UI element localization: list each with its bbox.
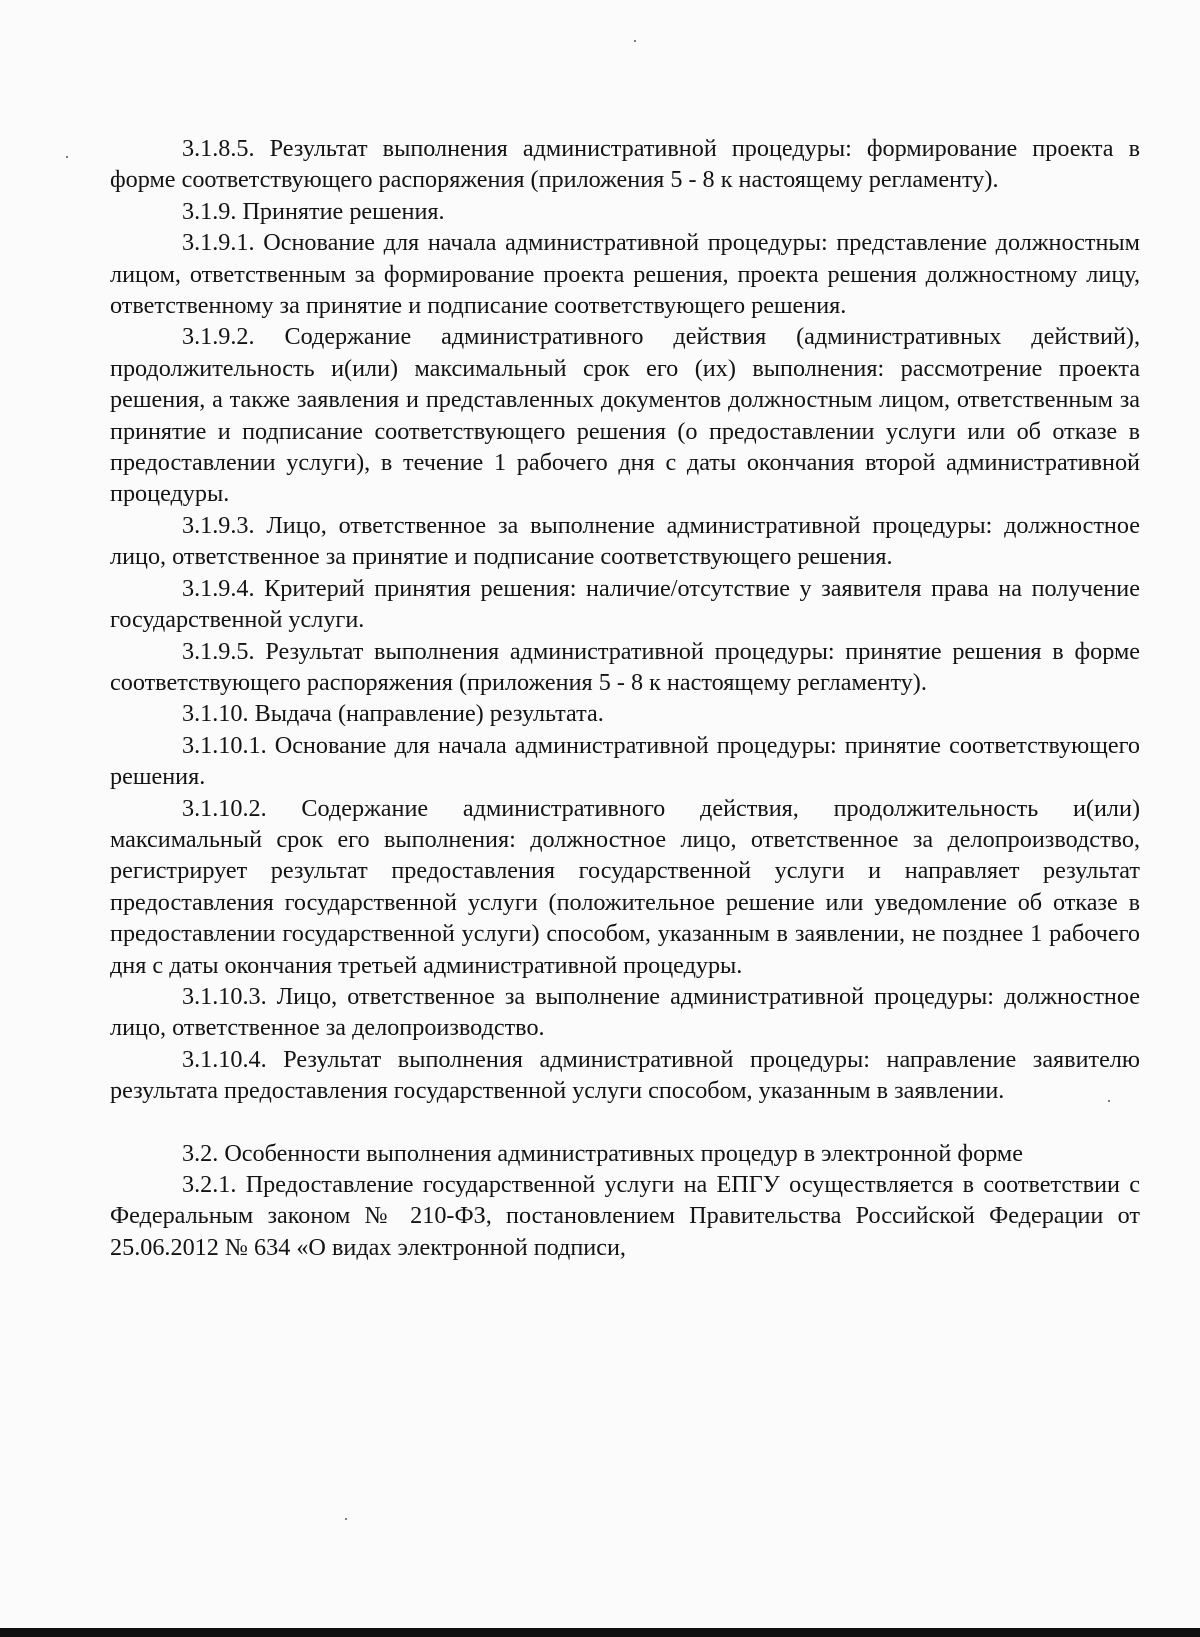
- paragraph-3-1-9-1: 3.1.9.1. Основание для начала административной процедуры: представление должностным лицом, ответственным за формирование проекта решения, проекта решения должностному лицу, ответственному за принятие и подписание соответствующего решения.: [110, 229, 1140, 320]
- paragraph-3-1-10-3: 3.1.10.3. Лицо, ответственное за выполнение административной процедуры: должностное лицо, ответственное за делопроизводство.: [110, 982, 1140, 1042]
- paragraph-3-1-10-1: 3.1.10.1. Основание для начала административной процедуры: принятие соответствующего решения.: [110, 731, 1140, 791]
- scan-speck: [1108, 1100, 1110, 1102]
- paragraph-3-1-10-4: 3.1.10.4. Результат выполнения административной процедуры: направление заявителю результата предоставления государственной услуги способом, указанным в заявлении.: [110, 1045, 1140, 1105]
- paragraph-3-1-9-3: 3.1.9.3. Лицо, ответственное за выполнение административной процедуры: должностное лицо, ответственное за принятие и подписание соответствующего решения.: [110, 511, 1140, 571]
- heading-3-1-9: 3.1.9. Принятие решения.: [182, 197, 445, 225]
- section-heading-3-2: 3.2. Особенности выполнения административных процедур в электронной форме: [182, 1139, 1023, 1167]
- heading-3-1-10: 3.1.10. Выдача (направление) результата.: [182, 700, 604, 728]
- paragraph-3-2-1: 3.2.1. Предоставление государственной услуги на ЕПГУ осуществляется в соответствии с Федеральным законом № 210-ФЗ, постановлением Правительства Российской Федерации от 25.06.2012 № 634 «О видах электронной подписи,: [110, 1171, 1140, 1261]
- paragraph-3-1-9-4: 3.1.9.4. Критерий принятия решения: наличие/отсутствие у заявителя права на получение государственной услуги.: [110, 574, 1140, 634]
- scan-edge-bar: [0, 1628, 1200, 1637]
- paragraph-3-1-8-5: 3.1.8.5. Результат выполнения административной процедуры: формирование проекта в форме соответствующего распоряжения (приложения 5 - 8 к настоящему регламенту).: [110, 135, 1140, 194]
- scan-speck: [345, 1518, 347, 1520]
- document-body: [110, 133, 1140, 1263]
- scan-speck: [66, 156, 68, 158]
- paragraph-3-1-10-2: 3.1.10.2. Содержание административного действия, продолжительность и(или) максимальный срок его выполнения: должностное лицо, ответственное за делопроизводство, регистрирует результат предоставления государственной услуги и направляет результат предоставления государственной услуги (положительное решение или уведомление об отказе в предоставлении государственной услуги) способом, указанным в заявлении, не позднее 1 рабочего дня с даты окончания третьей административной процедуры.: [110, 794, 1140, 979]
- scan-speck: [634, 40, 636, 42]
- paragraph-3-1-9-5: 3.1.9.5. Результат выполнения административной процедуры: принятие решения в форме соответствующего распоряжения (приложения 5 - 8 к настоящему регламенту).: [110, 637, 1140, 696]
- paragraph-3-1-9-2: 3.1.9.2. Содержание административного действия (административных действий), продолжительность и(или) максимальный срок его (их) выполнения: рассмотрение проекта решения, а также заявления и представленных документов должностным лицом, ответственным за принятие и подписание соответствующего решения (о предоставлении услуги или об отказе в предоставлении услуги), в течение 1 рабочего дня с даты окончания второй административной процедуры.: [110, 323, 1140, 508]
